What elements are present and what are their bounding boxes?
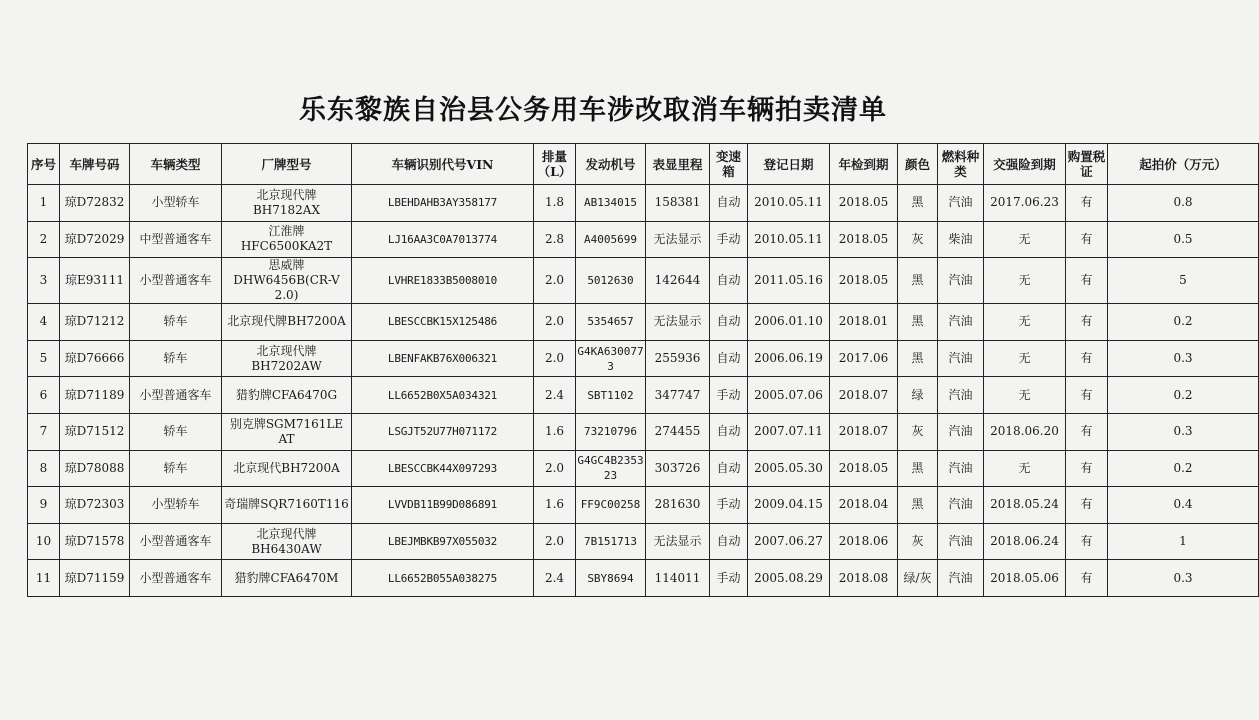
cell-mileage: 347747 (646, 377, 710, 414)
cell-registration-date: 2009.04.15 (748, 487, 830, 524)
cell-vin: LBENFAKB76X006321 (352, 340, 534, 377)
cell-fuel: 汽油 (938, 340, 984, 377)
cell-type: 轿车 (130, 340, 222, 377)
header-seq: 序号 (28, 144, 60, 185)
cell-gearbox: 自动 (710, 185, 748, 222)
cell-engine: A4005699 (576, 221, 646, 258)
cell-fuel: 汽油 (938, 185, 984, 222)
cell-engine: G4GC4B235323 (576, 450, 646, 487)
cell-type: 小型轿车 (130, 487, 222, 524)
cell-vin: LVHRE1833B5008010 (352, 258, 534, 304)
cell-insurance-due: 无 (984, 377, 1066, 414)
cell-vin: LL6652B0X5A034321 (352, 377, 534, 414)
cell-color: 绿/灰 (898, 560, 938, 597)
cell-gearbox: 手动 (710, 377, 748, 414)
cell-engine: 5354657 (576, 304, 646, 341)
header-insurance-due: 交强险到期 (984, 144, 1066, 185)
cell-insurance-due: 无 (984, 258, 1066, 304)
cell-purchase-tax: 有 (1066, 523, 1108, 560)
cell-color: 黑 (898, 258, 938, 304)
cell-mileage: 142644 (646, 258, 710, 304)
cell-purchase-tax: 有 (1066, 377, 1108, 414)
cell-gearbox: 手动 (710, 560, 748, 597)
cell-insurance-due: 2018.06.24 (984, 523, 1066, 560)
vehicle-auction-table (27, 143, 1259, 597)
table-row (28, 523, 1259, 560)
cell-plate: 琼E93111 (60, 258, 130, 304)
cell-start-price: 0.3 (1108, 560, 1259, 597)
cell-insurance-due: 2018.05.24 (984, 487, 1066, 524)
table-row (28, 487, 1259, 524)
header-color: 颜色 (898, 144, 938, 185)
cell-start-price: 0.5 (1108, 221, 1259, 258)
cell-vin: LVVDB11B99D086891 (352, 487, 534, 524)
table-row (28, 560, 1259, 597)
cell-engine: SBT1102 (576, 377, 646, 414)
cell-color: 绿 (898, 377, 938, 414)
cell-type: 小型普通客车 (130, 258, 222, 304)
cell-start-price: 0.4 (1108, 487, 1259, 524)
cell-start-price: 0.2 (1108, 377, 1259, 414)
cell-displacement: 1.6 (534, 413, 576, 450)
cell-inspection-due: 2018.05 (830, 221, 898, 258)
cell-displacement: 2.0 (534, 450, 576, 487)
cell-inspection-due: 2018.04 (830, 487, 898, 524)
cell-vin: LL6652B055A038275 (352, 560, 534, 597)
cell-purchase-tax: 有 (1066, 487, 1108, 524)
cell-displacement: 1.6 (534, 487, 576, 524)
cell-engine: G4KA6300773 (576, 340, 646, 377)
cell-color: 黑 (898, 340, 938, 377)
cell-plate: 琼D72029 (60, 221, 130, 258)
cell-plate: 琼D71212 (60, 304, 130, 341)
cell-displacement: 2.0 (534, 340, 576, 377)
table-row (28, 377, 1259, 414)
cell-type: 轿车 (130, 413, 222, 450)
cell-type: 轿车 (130, 304, 222, 341)
cell-mileage: 无法显示 (646, 523, 710, 560)
cell-type: 轿车 (130, 450, 222, 487)
cell-purchase-tax: 有 (1066, 304, 1108, 341)
cell-seq: 1 (28, 185, 60, 222)
cell-start-price: 0.3 (1108, 340, 1259, 377)
cell-color: 黑 (898, 304, 938, 341)
cell-mileage: 无法显示 (646, 304, 710, 341)
cell-plate: 琼D71159 (60, 560, 130, 597)
cell-vin: LBEHDAHB3AY358177 (352, 185, 534, 222)
cell-model: 别克牌SGM7161LE AT (222, 413, 352, 450)
cell-seq: 6 (28, 377, 60, 414)
cell-model: 奇瑞牌SQR7160T116 (222, 487, 352, 524)
cell-registration-date: 2007.06.27 (748, 523, 830, 560)
table-row (28, 221, 1259, 258)
cell-mileage: 274455 (646, 413, 710, 450)
cell-insurance-due: 无 (984, 450, 1066, 487)
cell-engine: 7B151713 (576, 523, 646, 560)
cell-vin: LBESCCBK44X097293 (352, 450, 534, 487)
cell-model: 北京现代牌BH7182AX (222, 185, 352, 222)
cell-seq: 5 (28, 340, 60, 377)
header-gearbox: 变速箱 (710, 144, 748, 185)
cell-mileage: 无法显示 (646, 221, 710, 258)
cell-gearbox: 自动 (710, 258, 748, 304)
cell-seq: 7 (28, 413, 60, 450)
header-row (28, 144, 1259, 185)
cell-fuel: 汽油 (938, 413, 984, 450)
cell-fuel: 柴油 (938, 221, 984, 258)
header-registration-date: 登记日期 (748, 144, 830, 185)
cell-model: 江淮牌HFC6500KA2T (222, 221, 352, 258)
cell-vin: LSGJT52U77H071172 (352, 413, 534, 450)
table-row (28, 340, 1259, 377)
cell-mileage: 114011 (646, 560, 710, 597)
cell-gearbox: 手动 (710, 487, 748, 524)
cell-gearbox: 自动 (710, 450, 748, 487)
cell-fuel: 汽油 (938, 450, 984, 487)
cell-engine: 73210796 (576, 413, 646, 450)
cell-inspection-due: 2018.07 (830, 377, 898, 414)
cell-mileage: 281630 (646, 487, 710, 524)
cell-registration-date: 2010.05.11 (748, 221, 830, 258)
cell-type: 中型普通客车 (130, 221, 222, 258)
cell-inspection-due: 2018.05 (830, 185, 898, 222)
cell-insurance-due: 2017.06.23 (984, 185, 1066, 222)
table-row (28, 413, 1259, 450)
cell-model: 思威牌DHW6456B(CR-V 2.0) (222, 258, 352, 304)
cell-purchase-tax: 有 (1066, 185, 1108, 222)
cell-purchase-tax: 有 (1066, 221, 1108, 258)
cell-vin: LBESCCBK15X125486 (352, 304, 534, 341)
cell-purchase-tax: 有 (1066, 258, 1108, 304)
cell-gearbox: 自动 (710, 340, 748, 377)
cell-mileage: 303726 (646, 450, 710, 487)
cell-seq: 3 (28, 258, 60, 304)
cell-displacement: 2.0 (534, 304, 576, 341)
cell-type: 小型普通客车 (130, 377, 222, 414)
cell-insurance-due: 无 (984, 304, 1066, 341)
cell-insurance-due: 2018.05.06 (984, 560, 1066, 597)
table-row (28, 450, 1259, 487)
cell-displacement: 2.4 (534, 377, 576, 414)
cell-inspection-due: 2018.06 (830, 523, 898, 560)
cell-inspection-due: 2018.05 (830, 258, 898, 304)
cell-mileage: 255936 (646, 340, 710, 377)
cell-displacement: 2.8 (534, 221, 576, 258)
cell-inspection-due: 2017.06 (830, 340, 898, 377)
cell-engine: 5012630 (576, 258, 646, 304)
cell-gearbox: 自动 (710, 413, 748, 450)
cell-engine: AB134015 (576, 185, 646, 222)
cell-plate: 琼D76666 (60, 340, 130, 377)
cell-inspection-due: 2018.01 (830, 304, 898, 341)
cell-color: 黑 (898, 487, 938, 524)
cell-plate: 琼D72303 (60, 487, 130, 524)
cell-insurance-due: 2018.06.20 (984, 413, 1066, 450)
header-engine: 发动机号 (576, 144, 646, 185)
cell-color: 灰 (898, 221, 938, 258)
cell-model: 猎豹牌CFA6470M (222, 560, 352, 597)
cell-color: 灰 (898, 413, 938, 450)
cell-displacement: 2.0 (534, 523, 576, 560)
cell-displacement: 1.8 (534, 185, 576, 222)
cell-engine: SBY8694 (576, 560, 646, 597)
cell-inspection-due: 2018.07 (830, 413, 898, 450)
cell-seq: 11 (28, 560, 60, 597)
cell-model: 北京现代牌BH7202AW (222, 340, 352, 377)
header-purchase-tax: 购置税证 (1066, 144, 1108, 185)
header-start-price: 起拍价（万元） (1108, 144, 1259, 185)
cell-plate: 琼D71189 (60, 377, 130, 414)
cell-gearbox: 自动 (710, 523, 748, 560)
table-row (28, 185, 1259, 222)
header-inspection-due: 年检到期 (830, 144, 898, 185)
cell-seq: 9 (28, 487, 60, 524)
cell-seq: 2 (28, 221, 60, 258)
cell-plate: 琼D71578 (60, 523, 130, 560)
cell-model: 北京现代牌BH7200A (222, 304, 352, 341)
cell-registration-date: 2006.06.19 (748, 340, 830, 377)
cell-fuel: 汽油 (938, 258, 984, 304)
cell-start-price: 0.8 (1108, 185, 1259, 222)
cell-type: 小型轿车 (130, 185, 222, 222)
cell-start-price: 0.2 (1108, 304, 1259, 341)
cell-fuel: 汽油 (938, 487, 984, 524)
cell-start-price: 5 (1108, 258, 1259, 304)
cell-insurance-due: 无 (984, 221, 1066, 258)
cell-purchase-tax: 有 (1066, 450, 1108, 487)
cell-color: 黑 (898, 450, 938, 487)
cell-inspection-due: 2018.05 (830, 450, 898, 487)
cell-displacement: 2.0 (534, 258, 576, 304)
header-fuel: 燃料种类 (938, 144, 984, 185)
table-row (28, 258, 1259, 304)
cell-color: 黑 (898, 185, 938, 222)
header-vin: 车辆识别代号VIN (352, 144, 534, 185)
cell-registration-date: 2010.05.11 (748, 185, 830, 222)
table-row (28, 304, 1259, 341)
cell-registration-date: 2011.05.16 (748, 258, 830, 304)
cell-start-price: 1 (1108, 523, 1259, 560)
cell-plate: 琼D72832 (60, 185, 130, 222)
page-title: 乐东黎族自治县公务用车涉改取消车辆拍卖清单 (299, 95, 887, 126)
cell-fuel: 汽油 (938, 523, 984, 560)
cell-registration-date: 2006.01.10 (748, 304, 830, 341)
cell-seq: 10 (28, 523, 60, 560)
cell-color: 灰 (898, 523, 938, 560)
cell-type: 小型普通客车 (130, 523, 222, 560)
cell-plate: 琼D78088 (60, 450, 130, 487)
cell-model: 北京现代牌BH6430AW (222, 523, 352, 560)
cell-registration-date: 2005.05.30 (748, 450, 830, 487)
cell-registration-date: 2005.08.29 (748, 560, 830, 597)
cell-registration-date: 2005.07.06 (748, 377, 830, 414)
cell-start-price: 0.3 (1108, 413, 1259, 450)
cell-seq: 8 (28, 450, 60, 487)
header-plate: 车牌号码 (60, 144, 130, 185)
cell-model: 北京现代BH7200A (222, 450, 352, 487)
cell-inspection-due: 2018.08 (830, 560, 898, 597)
cell-engine: FF9C00258 (576, 487, 646, 524)
cell-gearbox: 手动 (710, 221, 748, 258)
cell-fuel: 汽油 (938, 304, 984, 341)
header-mileage: 表显里程 (646, 144, 710, 185)
cell-displacement: 2.4 (534, 560, 576, 597)
cell-purchase-tax: 有 (1066, 560, 1108, 597)
cell-mileage: 158381 (646, 185, 710, 222)
cell-gearbox: 自动 (710, 304, 748, 341)
cell-model: 猎豹牌CFA6470G (222, 377, 352, 414)
header-model: 厂牌型号 (222, 144, 352, 185)
cell-registration-date: 2007.07.11 (748, 413, 830, 450)
cell-purchase-tax: 有 (1066, 340, 1108, 377)
cell-fuel: 汽油 (938, 377, 984, 414)
header-type: 车辆类型 (130, 144, 222, 185)
cell-plate: 琼D71512 (60, 413, 130, 450)
cell-type: 小型普通客车 (130, 560, 222, 597)
cell-seq: 4 (28, 304, 60, 341)
cell-vin: LJ16AA3C0A7013774 (352, 221, 534, 258)
cell-start-price: 0.2 (1108, 450, 1259, 487)
cell-purchase-tax: 有 (1066, 413, 1108, 450)
cell-insurance-due: 无 (984, 340, 1066, 377)
cell-vin: LBEJMBKB97X055032 (352, 523, 534, 560)
header-displacement: 排量（L） (534, 144, 576, 185)
cell-fuel: 汽油 (938, 560, 984, 597)
